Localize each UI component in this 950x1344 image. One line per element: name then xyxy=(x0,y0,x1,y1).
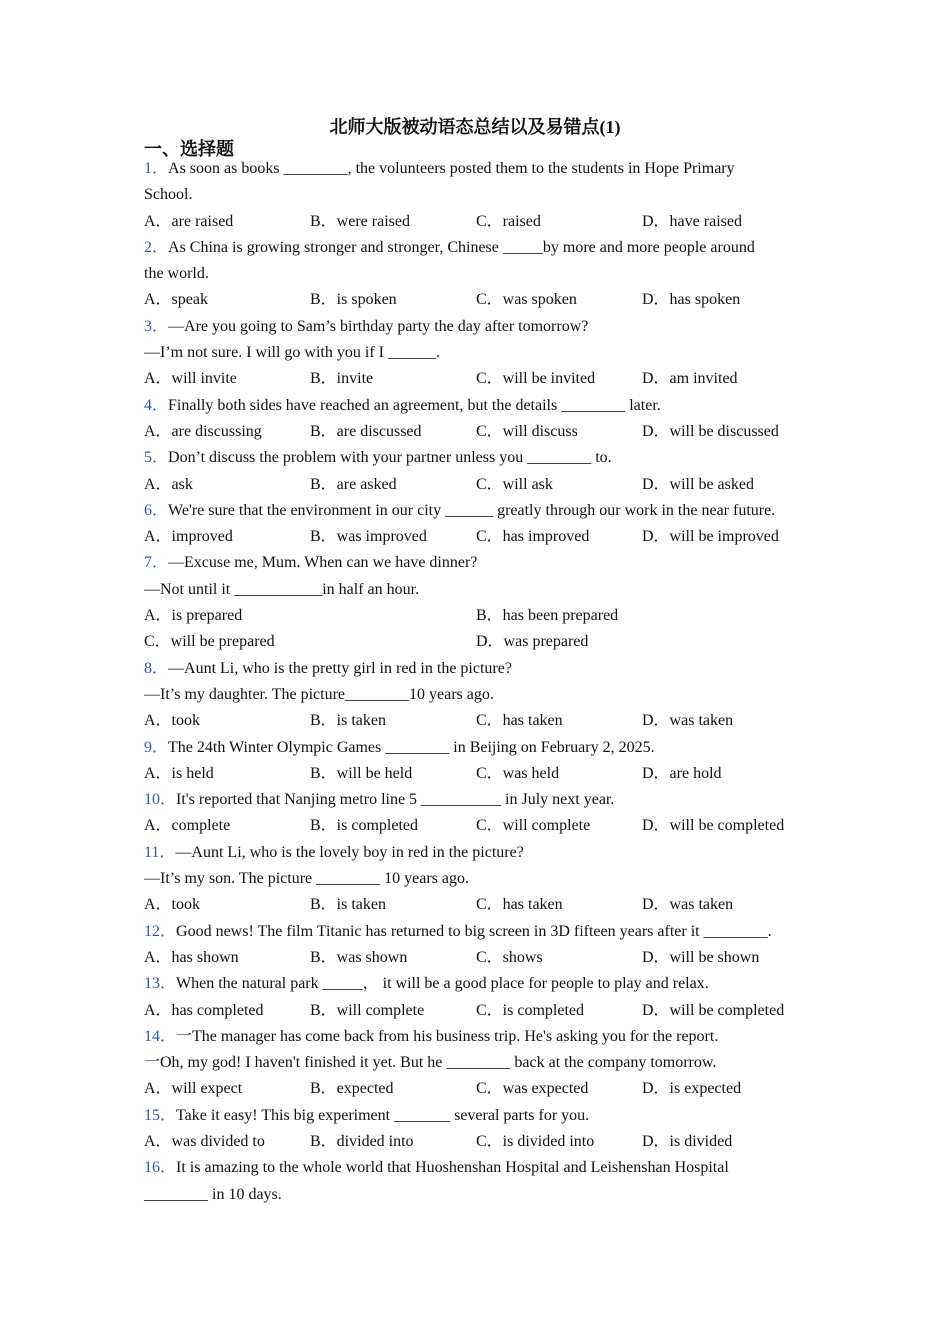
answer-option[interactable]: B．is completed xyxy=(310,817,418,835)
question-6 xyxy=(144,498,824,551)
answer-option[interactable]: A．improved xyxy=(144,528,233,546)
answer-option[interactable]: A．are raised xyxy=(144,212,234,230)
question-number: 7． xyxy=(144,554,169,572)
question-text: School. xyxy=(144,186,193,204)
question-text: —Aunt Li, who is the lovely boy in red in the picture? xyxy=(175,843,524,861)
question-number: 4． xyxy=(144,396,169,414)
options-row xyxy=(144,524,824,550)
question-text-line xyxy=(144,393,824,419)
question-number: 10． xyxy=(144,791,177,809)
question-text-line xyxy=(144,735,824,761)
answer-option[interactable]: B．expected xyxy=(310,1080,394,1098)
question-2 xyxy=(144,235,824,314)
answer-option[interactable]: C．shows xyxy=(476,948,543,966)
options-row xyxy=(144,287,824,313)
options-row xyxy=(144,945,824,971)
question-number: 5． xyxy=(144,449,169,467)
question-text-line xyxy=(144,656,824,682)
options-row xyxy=(144,761,824,787)
answer-option[interactable]: D．have raised xyxy=(642,212,742,230)
answer-option[interactable]: C．is divided into xyxy=(476,1132,595,1150)
question-number: 6． xyxy=(144,501,169,519)
question-text: —Not until it ___________in half an hour. xyxy=(144,580,420,598)
options-row xyxy=(144,629,824,655)
question-text: Don’t discuss the problem with your partner unless you ________ to. xyxy=(168,449,612,467)
answer-option[interactable]: D．will be improved xyxy=(642,528,779,546)
question-number: 11． xyxy=(144,843,176,861)
question-text-line xyxy=(144,787,824,813)
answer-option[interactable]: C．was held xyxy=(476,764,560,782)
question-text-line xyxy=(144,1050,824,1076)
question-text: Good news! The film Titanic has returned to big screen in 3D fifteen years after it ________. xyxy=(176,922,772,940)
question-text-line xyxy=(144,840,824,866)
answer-option[interactable]: A．complete xyxy=(144,817,231,835)
question-text-line xyxy=(144,1182,824,1208)
question-3 xyxy=(144,314,824,393)
question-text: the world. xyxy=(144,265,209,283)
question-9 xyxy=(144,735,824,788)
question-number: 1． xyxy=(144,160,169,177)
answer-option[interactable]: D．will be discussed xyxy=(642,422,779,440)
question-text-line xyxy=(144,314,824,340)
answer-option[interactable]: D．will be completed xyxy=(642,817,785,835)
question-1 xyxy=(144,156,824,235)
answer-option[interactable]: A．has completed xyxy=(144,1001,264,1019)
question-14 xyxy=(144,1024,824,1103)
answer-option[interactable]: B．invite xyxy=(310,370,374,388)
question-text: —It’s my son. The picture ________ 10 years ago. xyxy=(144,870,469,888)
answer-option[interactable]: A．will expect xyxy=(144,1080,243,1098)
answer-option[interactable]: C．raised xyxy=(476,212,541,230)
answer-option[interactable]: D．was prepared xyxy=(476,633,589,651)
answer-option[interactable]: A．ask xyxy=(144,475,193,493)
question-text-line xyxy=(144,919,824,945)
answer-option[interactable]: D．was taken xyxy=(642,712,734,730)
question-4 xyxy=(144,393,824,446)
options-row xyxy=(144,366,824,392)
question-number: 14． xyxy=(144,1027,177,1045)
answer-option[interactable]: B．are asked xyxy=(310,475,397,493)
question-7 xyxy=(144,550,824,655)
question-8 xyxy=(144,656,824,735)
answer-option[interactable]: C．will be invited xyxy=(476,370,596,388)
question-text-line xyxy=(144,550,824,576)
question-text: —Aunt Li, who is the pretty girl in red in the picture? xyxy=(168,659,512,677)
answer-option[interactable]: D．am invited xyxy=(642,370,738,388)
question-text: The 24th Winter Olympic Games ________ in Beijing on February 2, 2025. xyxy=(168,738,655,756)
question-list xyxy=(144,156,824,1208)
answer-option[interactable]: A．took xyxy=(144,896,201,914)
answer-option[interactable]: A．is held xyxy=(144,764,214,782)
answer-option[interactable]: C．will ask xyxy=(476,475,553,493)
question-number: 3． xyxy=(144,317,169,335)
options-row xyxy=(144,209,824,235)
question-text-line xyxy=(144,156,824,182)
question-text: 一Oh, my god! I haven't finished it yet. But he ________ back at the company tomorrow. xyxy=(144,1054,717,1072)
answer-option[interactable]: C．has improved xyxy=(476,528,590,546)
answer-option[interactable]: B．are discussed xyxy=(310,422,422,440)
question-text: It is amazing to the whole world that Huoshenshan Hospital and Leishenshan Hospital xyxy=(176,1159,729,1177)
options-row xyxy=(144,813,824,839)
question-13 xyxy=(144,971,824,1024)
question-text-line xyxy=(144,682,824,708)
answer-option[interactable]: C．is completed xyxy=(476,1001,584,1019)
question-number: 8． xyxy=(144,659,169,677)
question-number: 13． xyxy=(144,975,177,993)
answer-option[interactable]: A．took xyxy=(144,712,201,730)
question-text: It's reported that Nanjing metro line 5 __________ in July next year. xyxy=(176,791,615,809)
answer-option[interactable]: B．will be held xyxy=(310,764,413,782)
answer-option[interactable]: B．will complete xyxy=(310,1001,425,1019)
question-text-line xyxy=(144,340,824,366)
question-number: 12． xyxy=(144,922,177,940)
question-text: ________ in 10 days. xyxy=(144,1185,282,1203)
answer-option[interactable]: C．has taken xyxy=(476,896,563,914)
question-text-line xyxy=(144,866,824,892)
question-16 xyxy=(144,1155,824,1208)
question-15 xyxy=(144,1103,824,1156)
options-row xyxy=(144,603,824,629)
answer-option[interactable]: C．will be prepared xyxy=(144,633,275,651)
question-text-line xyxy=(144,1155,824,1181)
question-text-line xyxy=(144,235,824,261)
answer-option[interactable]: D．are hold xyxy=(642,764,722,782)
answer-option[interactable]: B．is spoken xyxy=(310,291,397,309)
question-text: When the natural park _____， it will be a good place for people to play and relax. xyxy=(176,975,709,993)
question-text: —I’m not sure. I will go with you if I ______. xyxy=(144,344,440,362)
answer-option[interactable]: A．has shown xyxy=(144,948,239,966)
answer-option[interactable]: A．will invite xyxy=(144,370,237,388)
question-number: 2． xyxy=(144,238,169,256)
question-5 xyxy=(144,445,824,498)
question-number: 16． xyxy=(144,1159,177,1177)
question-text-line xyxy=(144,498,824,524)
options-row xyxy=(144,419,824,445)
question-text: As China is growing stronger and stronger, Chinese _____by more and more people around xyxy=(168,238,755,256)
answer-option[interactable]: A．is prepared xyxy=(144,607,243,625)
options-row xyxy=(144,892,824,918)
answer-option[interactable]: B．was improved xyxy=(310,528,427,546)
answer-option[interactable]: B．was shown xyxy=(310,948,408,966)
answer-option[interactable]: C．will complete xyxy=(476,817,591,835)
question-text: —Are you going to Sam’s birthday party the day after tomorrow? xyxy=(168,317,589,335)
question-number: 9． xyxy=(144,738,169,756)
question-text-line xyxy=(144,261,824,287)
answer-option[interactable]: B．were raised xyxy=(310,212,410,230)
question-10 xyxy=(144,787,824,840)
question-text: —Excuse me, Mum. When can we have dinner? xyxy=(168,554,478,572)
question-text-line xyxy=(144,1103,824,1129)
options-row xyxy=(144,708,824,734)
answer-option[interactable]: A．was divided to xyxy=(144,1132,265,1150)
answer-option[interactable]: B．is taken xyxy=(310,712,386,730)
section-heading: 一、选择题 xyxy=(144,139,234,159)
answer-option[interactable]: D．will be asked xyxy=(642,475,754,493)
question-text: As soon as books ________, the volunteers posted them to the students in Hope Primary xyxy=(168,160,735,177)
answer-option[interactable]: D．will be completed xyxy=(642,1001,785,1019)
question-12 xyxy=(144,919,824,972)
question-text: Finally both sides have reached an agreement, but the details ________ later. xyxy=(168,396,661,414)
answer-option[interactable]: D．was taken xyxy=(642,896,734,914)
answer-option[interactable]: B．divided into xyxy=(310,1132,414,1150)
answer-option[interactable]: D．has spoken xyxy=(642,291,741,309)
question-text: 一The manager has come back from his business trip. He's asking you for the report. xyxy=(176,1027,719,1045)
question-text: Take it easy! This big experiment _______ several parts for you. xyxy=(176,1106,590,1124)
answer-option[interactable]: C．will discuss xyxy=(476,422,578,440)
options-row xyxy=(144,998,824,1024)
question-text-line xyxy=(144,577,824,603)
answer-option[interactable]: D．is expected xyxy=(642,1080,742,1098)
options-row xyxy=(144,472,824,498)
answer-option[interactable]: B．has been prepared xyxy=(476,607,619,625)
question-11 xyxy=(144,840,824,919)
question-number: 15． xyxy=(144,1106,177,1124)
question-text: We're sure that the environment in our city ______ greatly through our work in the near future. xyxy=(168,501,776,519)
answer-option[interactable]: D．will be shown xyxy=(642,948,760,966)
options-row xyxy=(144,1129,824,1155)
answer-option[interactable]: A．speak xyxy=(144,291,208,309)
question-text-line xyxy=(144,445,824,471)
answer-option[interactable]: B．is taken xyxy=(310,896,386,914)
answer-option[interactable]: A．are discussing xyxy=(144,422,262,440)
answer-option[interactable]: C．has taken xyxy=(476,712,563,730)
answer-option[interactable]: C．was expected xyxy=(476,1080,589,1098)
question-text-line xyxy=(144,182,824,208)
question-text-line xyxy=(144,1024,824,1050)
document-title: 北师大版被动语态总结以及易错点(1) xyxy=(329,117,621,137)
question-text-line xyxy=(144,971,824,997)
question-text: —It’s my daughter. The picture________10 years ago. xyxy=(144,685,494,703)
answer-option[interactable]: D．is divided xyxy=(642,1132,733,1150)
options-row xyxy=(144,1076,824,1102)
answer-option[interactable]: C．was spoken xyxy=(476,291,577,309)
